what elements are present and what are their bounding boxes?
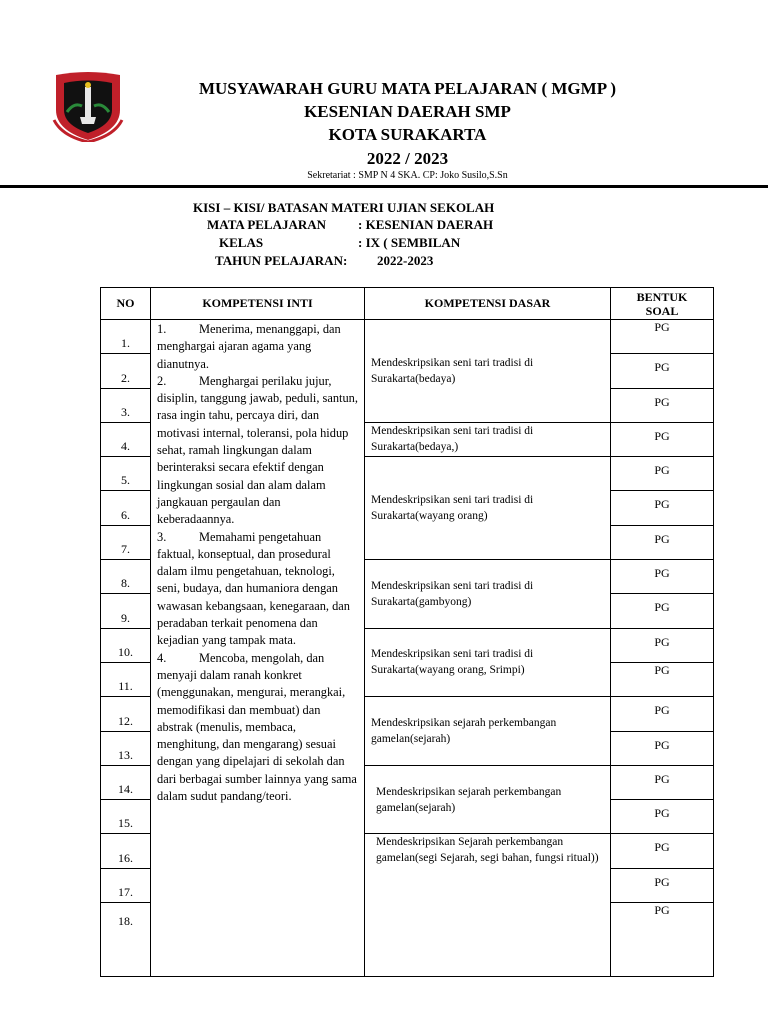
kompetensi-dasar-cell: Mendeskripsikan sejarah perkembangan gamelan(sejarah): [365, 765, 611, 834]
row-number: 3.: [101, 388, 151, 422]
row-number: 15.: [101, 800, 151, 834]
bentuk-soal-cell: PG: [611, 388, 714, 422]
header-line-1: MUSYAWARAH GURU MATA PELAJARAN ( MGMP ): [198, 79, 617, 98]
bentuk-soal-cell: PG: [611, 731, 714, 765]
header-divider: [0, 185, 768, 188]
row-number: 18.: [101, 903, 151, 977]
class-label: KELAS: [219, 235, 264, 250]
header-kompetensi-dasar: KOMPETENSI DASAR: [365, 288, 611, 320]
row-number: 17.: [101, 868, 151, 902]
kisi-kisi-table: [100, 287, 714, 977]
document-title: KISI – KISI/ BATASAN MATERI UJIAN SEKOLAH: [193, 200, 495, 215]
kompetensi-dasar-cell: Mendeskripsikan seni tari tradisi di Surakarta(bedaya,): [365, 422, 611, 456]
row-number: 2.: [101, 354, 151, 388]
row-number: 1.: [101, 320, 151, 354]
bentuk-soal-cell: PG: [611, 457, 714, 491]
table-row: [101, 320, 714, 354]
row-number: 9.: [101, 594, 151, 628]
bentuk-soal-cell: PG: [611, 525, 714, 559]
year-label: TAHUN PELAJARAN:: [215, 253, 348, 268]
bentuk-soal-cell: PG: [611, 800, 714, 834]
class-value: : IX ( SEMBILAN: [358, 235, 461, 250]
bentuk-soal-cell: PG: [611, 834, 714, 868]
row-number: 10.: [101, 628, 151, 662]
bentuk-soal-cell: PG: [611, 662, 714, 696]
ki-item-2: 2. Menghargai perilaku jujur, disiplin, tanggung jawab, peduli, santun, rasa ingin tahu, percaya diri, dan motivasi internal, toleransi, pola hidup sehat, ramah lingkungan dalam berinteraksi secara efektif dengan lingkungan sosial dan alam dalam jangkauan pergaulan dan keberadaannya.: [157, 373, 358, 527]
subject-value: : KESENIAN DAERAH: [358, 217, 494, 232]
kompetensi-dasar-cell: Mendeskripsikan seni tari tradisi di Surakarta(wayang orang): [365, 457, 611, 560]
row-number: 8.: [101, 560, 151, 594]
bentuk-soal-cell: PG: [611, 765, 714, 799]
bentuk-soal-cell: PG: [611, 354, 714, 388]
row-number: 7.: [101, 525, 151, 559]
kompetensi-dasar-cell: Mendeskripsikan sejarah perkembangan gamelan(sejarah): [365, 697, 611, 766]
row-number: 16.: [101, 834, 151, 868]
ki-item-4: 4. Mencoba, mengolah, dan menyaji dalam ranah konkret (menggunakan, mengurai, merangkai, memodifikasi dan membuat) dan abstrak (menulis, membaca, menghitung, dan mengarang) sesuai dengan yang dipelajari di sekolah dan dari berbagai sumber lainnya yang sama dalam sudut pandang/teori.: [157, 650, 357, 804]
row-number: 12.: [101, 697, 151, 731]
ki-item-3: 3. Memahami pengetahuan faktual, konseptual, dan prosedural dalam ilmu pengetahuan, teknologi, seni, budaya, dan humaniora dengan wawasan kebangsaan, kenegaraan, dan peradaban terkait penomena dan kejadian yang tampak mata.: [157, 529, 350, 648]
bentuk-soal-cell: PG: [611, 422, 714, 456]
header-bentuk-soal: [611, 288, 714, 320]
bentuk-soal-cell: PG: [611, 628, 714, 662]
table-header-row: [101, 288, 714, 320]
row-number: 14.: [101, 765, 151, 799]
header-line-3: KOTA SURAKARTA: [328, 125, 487, 144]
row-number: 13.: [101, 731, 151, 765]
bentuk-soal-cell: PG: [611, 594, 714, 628]
kompetensi-dasar-cell: Mendeskripsikan seni tari tradisi di Surakarta(bedaya): [365, 320, 611, 423]
kompetensi-dasar-cell: Mendeskripsikan seni tari tradisi di Surakarta(wayang orang, Srimpi): [365, 628, 611, 697]
row-number: 11.: [101, 662, 151, 696]
bentuk-soal-cell: PG: [611, 868, 714, 902]
subject-label: MATA PELAJARAN: [207, 217, 327, 232]
row-number: 5.: [101, 457, 151, 491]
kompetensi-dasar-cell: Mendeskripsikan Sejarah perkembangan gamelan(segi Sejarah, segi bahan, fungsi ritual)): [365, 834, 611, 977]
header-line-2: KESENIAN DAERAH SMP: [304, 102, 511, 121]
header-bentuk-line2: SOAL: [645, 303, 679, 318]
secretariat-text: Sekretariat : SMP N 4 SKA. CP: Joko Susilo,S.Sn: [307, 170, 508, 181]
bentuk-soal-cell: PG: [611, 320, 714, 354]
header-no: NO: [101, 288, 151, 320]
kompetensi-dasar-cell: Mendeskripsikan seni tari tradisi di Surakarta(gambyong): [365, 560, 611, 629]
ki-item-1: 1. Menerima, menanggapi, dan menghargai ajaran agama yang dianutnya.: [157, 322, 341, 371]
bentuk-soal-cell: PG: [611, 903, 714, 977]
row-number: 6.: [101, 491, 151, 525]
header-year: 2022 / 2023: [366, 149, 449, 168]
bentuk-soal-cell: PG: [611, 560, 714, 594]
kompetensi-inti-cell: [151, 320, 365, 977]
header-bentuk-line1: BENTUK: [636, 289, 688, 304]
bentuk-soal-cell: PG: [611, 697, 714, 731]
header-kompetensi-inti: KOMPETENSI INTI: [151, 288, 365, 320]
row-number: 4.: [101, 422, 151, 456]
year-value: 2022-2023: [377, 253, 434, 268]
bentuk-soal-cell: PG: [611, 491, 714, 525]
